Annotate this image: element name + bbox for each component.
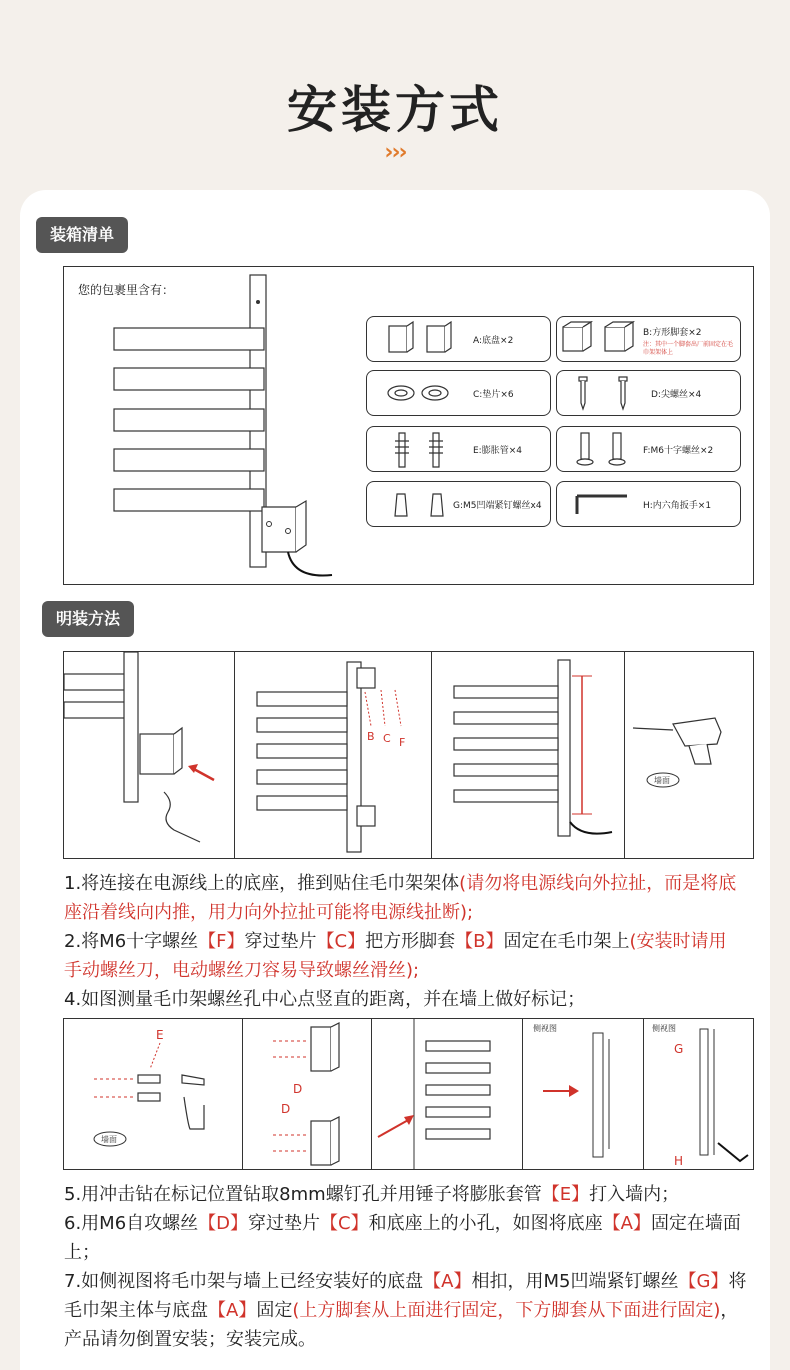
page-title: 安装方式 (287, 81, 503, 139)
steps-text-2 (64, 1180, 754, 1354)
step5-panel (63, 1018, 245, 1170)
step-7-part: 固定 (256, 1300, 293, 1321)
step-7: 7.如侧视图将毛巾架与墙上已经安装好的底盘 (64, 1271, 424, 1292)
packing-list-label: 装箱清单 (36, 217, 128, 253)
step-1-warning: (请勿将电源线向外拉扯，而是将底座沿着线向内推，用力向外拉扯可能将电源线扯断); (64, 873, 737, 923)
step7a-panel (371, 1018, 525, 1170)
letter-d: D (293, 1082, 303, 1096)
item-label: B:方形脚套×2 (643, 328, 702, 338)
item-pointed-screw (556, 370, 741, 416)
step-6-part: 【A】 (602, 1213, 651, 1234)
letter-e: E (156, 1028, 164, 1042)
item-note: 注：其中一个脚套出厂前固定在毛巾架架体上 (643, 341, 734, 356)
step-7-part: 【A】 (423, 1271, 472, 1292)
letter-c: C (383, 732, 391, 745)
chevron-down-icon: ››› (384, 140, 406, 165)
steps-text-1 (64, 869, 744, 1014)
step-6-part: 和底座上的小孔，如图将底座 (368, 1213, 603, 1234)
step-7-part: 将毛巾架主体与底盘 (64, 1271, 747, 1321)
item-washer (366, 370, 551, 416)
step-2-part: 穿过垫片 (244, 931, 317, 952)
step-2-part: 把方形脚套 (365, 931, 456, 952)
step6-panel (242, 1018, 374, 1170)
item-set-screw (366, 481, 551, 527)
step-6-part: 【C】 (320, 1213, 369, 1234)
letter-b: B (367, 730, 375, 743)
step-4: 4.如图测量毛巾架螺丝孔中心点竖直的距离，并在墙上做好标记； (64, 989, 586, 1010)
packing-intro: 您的包裹里含有： (78, 283, 175, 297)
step4-panel (431, 651, 627, 859)
step-2-warning: (安装时请用手动螺丝刀，电动螺丝刀容易导致螺丝滑丝); (64, 931, 727, 981)
letter-h: H (674, 1154, 684, 1168)
drill-panel (624, 651, 754, 859)
step-5: 5.用冲击钻在标记位置钻取8mm螺钉孔并用锤子将膨胀套管 (64, 1184, 542, 1205)
item-label: C:垫片×6 (473, 390, 514, 400)
side-view-label: 侧视图 (652, 1024, 676, 1033)
step-6-part: 【D】 (198, 1213, 249, 1234)
item-label: H:内六角扳手×1 (643, 501, 712, 511)
letter-d: D (281, 1102, 291, 1116)
side-view-panel-2 (643, 1018, 754, 1170)
letter-f: F (399, 736, 406, 749)
step-2-part: 【B】 (455, 931, 504, 952)
step-7-part: ，产品请勿倒置安装；安装完成。 (64, 1300, 739, 1350)
item-m6-screw (556, 426, 741, 472)
step-6: 6.用M6自攻螺丝 (64, 1213, 199, 1234)
item-base (366, 316, 551, 362)
step-6-part: 固定在墙面上； (64, 1213, 741, 1263)
step1-panel (63, 651, 237, 859)
side-view-label: 侧视图 (533, 1024, 557, 1033)
method-label: 明装方法 (42, 601, 134, 637)
wall-label: 墙面 (654, 776, 670, 785)
step-2-part: 【F】 (198, 931, 245, 952)
step-6-part: 穿过垫片 (248, 1213, 321, 1234)
step-1: 1.将连接在电源线上的底座，推到贴住毛巾架架体 (64, 873, 460, 894)
side-view-panel (522, 1018, 646, 1170)
step-7-part: 【A】 (208, 1300, 257, 1321)
step-7-part: 【G】 (678, 1271, 729, 1292)
item-hex-key (556, 481, 741, 527)
item-square-foot (556, 316, 741, 362)
item-anchor (366, 426, 551, 472)
item-label: E:膨胀管×4 (473, 446, 522, 456)
towel-rack-illustration (64, 267, 334, 584)
item-label: D:尖螺丝×4 (651, 390, 702, 400)
step-5-part: 打入墙内； (589, 1184, 680, 1205)
wall-label-2: 墙面 (101, 1135, 117, 1144)
item-label: A:底盘×2 (473, 336, 514, 346)
item-label: F:M6十字螺丝×2 (643, 446, 714, 456)
step-5-part: 【E】 (541, 1184, 590, 1205)
step-7-part: 相扣，用M5凹端紧钉螺丝 (471, 1271, 679, 1292)
step-2: 2.将M6十字螺丝 (64, 931, 199, 952)
step-2-part: 固定在毛巾架上 (503, 931, 630, 952)
step2-panel (234, 651, 434, 859)
letter-g: G (674, 1042, 684, 1056)
item-label: G:M5凹端紧钉螺丝x4 (453, 501, 542, 511)
step-7-warning: (上方脚套从上面进行固定，下方脚套从下面进行固定) (292, 1300, 721, 1321)
step-2-part: 【C】 (316, 931, 366, 952)
